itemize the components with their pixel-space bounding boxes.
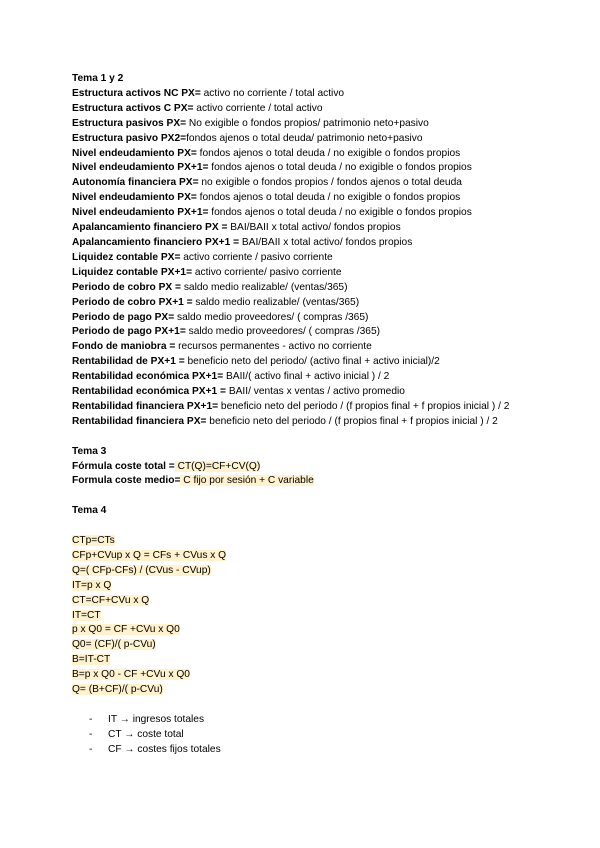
formula-row: Apalancamiento financiero PX+1 = BAI/BAII x total activo/ fondos propios — [72, 236, 413, 248]
formula-row: Rentabilidad financiera PX= beneficio neto del periodo / (f propios final + f propios inicial ) / 2 — [72, 415, 498, 427]
heading-tema-4: Tema 4 — [72, 505, 107, 517]
dash-bullet-icon: - — [89, 728, 93, 740]
formula-line: B=p x Q0 - CF +CVu x Q0 — [72, 669, 190, 681]
formula-row: Periodo de pago PX+1= saldo medio proveedores/ ( compras /365) — [72, 326, 381, 338]
formula-row: Rentabilidad económica PX+1 = BAII/ ventas x ventas / activo promedio — [72, 386, 405, 398]
dash-bullet-icon: - — [89, 713, 93, 725]
formula-line: CTp=CTs — [72, 535, 115, 547]
bullet-item: - IT → ingresos totales — [72, 713, 532, 728]
formula-line: B=IT-CT — [72, 654, 111, 666]
heading-tema-1-2: Tema 1 y 2 — [72, 73, 124, 84]
formula-line: p x Q0 = CF +CVu x Q0 — [72, 624, 180, 636]
formula-row: Nivel endeudamiento PX+1= fondos ajenos o total deuda / no exigible o fondos propios — [72, 162, 472, 174]
formula-row: Apalancamiento financiero PX = BAI/BAII x total activo/ fondos propios — [72, 222, 401, 234]
formula-row: Nivel endeudamiento PX= fondos ajenos o total deuda / no exigible o fondos propios — [72, 147, 461, 159]
formula-line: Q0= (CF)/( p-CVu) — [72, 639, 156, 651]
formula-line: CT=CF+CVu x Q — [72, 594, 150, 606]
spacer — [72, 489, 532, 504]
formula-line: Q= (B+CF)/( p-CVu) — [72, 684, 163, 696]
formula-row: Nivel endeudamiento PX+1= fondos ajenos o total deuda / no exigible o fondos propios — [72, 207, 472, 219]
formula-row: Periodo de cobro PX = saldo medio realizable/ (ventas/365) — [72, 281, 348, 293]
formula-row: Formula coste medio= C fijo por sesión + C variable — [72, 475, 314, 487]
spacer — [72, 698, 532, 713]
spacer — [72, 519, 532, 534]
formula-line: CFp+CVup x Q = CFs + CVus x Q — [72, 549, 227, 561]
formula-row: Fórmula coste total = CT(Q)=CF+CV(Q) — [72, 460, 261, 472]
formula-line: Q=( CFp-CFs) / (CVus - CVup) — [72, 564, 211, 576]
formula-row: Liquidez contable PX= activo corriente / pasivo corriente — [72, 251, 333, 263]
bullet-item: - CF → costes fijos totales — [72, 743, 532, 758]
formula-row: Autonomía financiera PX= no exigible o fondos propios / fondos ajenos o total deuda — [72, 177, 462, 189]
formula-row: Nivel endeudamiento PX= fondos ajenos o total deuda / no exigible o fondos propios — [72, 192, 461, 204]
formula-line: IT=CT — [72, 609, 101, 621]
legend-bullet-list — [72, 713, 532, 758]
formula-row: Estructura pasivos PX= No exigible o fondos propios/ patrimonio neto+pasivo — [72, 117, 429, 129]
formula-row: Rentabilidad de PX+1 = beneficio neto del periodo/ (activo final + activo inicial)/2 — [72, 356, 440, 368]
formula-row: Estructura activos NC PX= activo no corriente / total activo — [72, 87, 345, 99]
formula-row: Rentabilidad financiera PX+1= beneficio neto del periodo / (f propios final + f propios inicial ) / 2 — [72, 400, 510, 412]
formula-row: Rentabilidad económica PX+1= BAII/( activo final + activo inicial ) / 2 — [72, 371, 390, 383]
tema4-formula-list — [72, 534, 532, 698]
formula-row: Periodo de cobro PX+1 = saldo medio realizable/ (ventas/365) — [72, 296, 360, 308]
document-page — [72, 72, 532, 758]
formula-row: Estructura activos C PX= activo corriente / total activo — [72, 102, 323, 114]
formula-row: Liquidez contable PX+1= activo corriente/ pasivo corriente — [72, 266, 342, 278]
formula-row: Fondo de maniobra = recursos permanentes - activo no corriente — [72, 341, 372, 353]
heading-tema-3: Tema 3 — [72, 445, 107, 457]
dash-bullet-icon: - — [89, 743, 93, 755]
formula-row: Periodo de pago PX= saldo medio proveedores/ ( compras /365) — [72, 311, 369, 323]
bullet-item: - CT → coste total — [72, 728, 532, 743]
formula-line: IT=p x Q — [72, 579, 112, 591]
tema12-formula-list — [72, 87, 532, 430]
formula-row: Estructura pasivo PX2=fondos ajenos o total deuda/ patrimonio neto+pasivo — [72, 132, 423, 144]
spacer — [72, 430, 532, 445]
